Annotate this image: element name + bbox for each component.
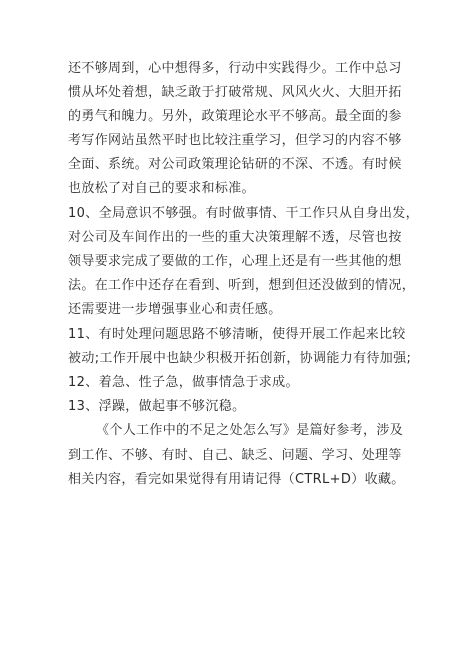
text-line-9: 领导要求完成了要做的工作，心理上还是有一些其他的想 bbox=[68, 254, 402, 269]
text-line-16: 《个人工作中的不足之处怎么写》是篇好参考，涉及 bbox=[96, 423, 404, 438]
text-line-2: 惯从坏处着想，缺乏敢于打破常规、风风火火、大胆开拓 bbox=[68, 85, 402, 100]
text-line-8: 对公司及车间作出的一些的重大决策理解不透，尽管也按 bbox=[68, 230, 402, 245]
text-line-7: 10、全局意识不够强。有时做事情、干工作只从自身出发， bbox=[68, 206, 419, 221]
text-line-5: 全面、系统。对公司政策理论钻研的不深、不透。有时候 bbox=[68, 157, 402, 172]
text-line-13: 被动;工作开展中也缺少积极开拓创新，协调能力有待加强; bbox=[68, 351, 412, 366]
text-line-1: 还不够周到，心中想得多，行动中实践得少。工作中总习 bbox=[68, 61, 402, 76]
text-line-11: 还需要进一步增强事业心和责任感。 bbox=[68, 302, 282, 317]
text-line-12: 11、有时处理问题思路不够清晰，使得开展工作起来比较 bbox=[68, 327, 406, 342]
text-line-17: 到工作、不够、有时、自己、缺乏、问题、学习、处理等 bbox=[68, 448, 402, 463]
text-line-4: 考写作网站虽然平时也比较注重学习，但学习的内容不够 bbox=[68, 133, 402, 148]
text-line-15: 13、浮躁，做起事不够沉稳。 bbox=[68, 399, 246, 414]
text-line-14: 12、着急、性子急，做事情急于求成。 bbox=[68, 375, 299, 390]
text-line-10: 法。在工作中还存在看到、听到，想到但还没做到的情况， bbox=[68, 278, 416, 293]
text-line-18: 相关内容，看完如果觉得有用请记得（CTRL+D）收藏。 bbox=[68, 472, 405, 487]
text-line-6: 也放松了对自己的要求和标准。 bbox=[68, 181, 255, 196]
text-line-3: 的勇气和魄力。另外，政策理论水平不够高。最全面的参 bbox=[68, 109, 402, 124]
